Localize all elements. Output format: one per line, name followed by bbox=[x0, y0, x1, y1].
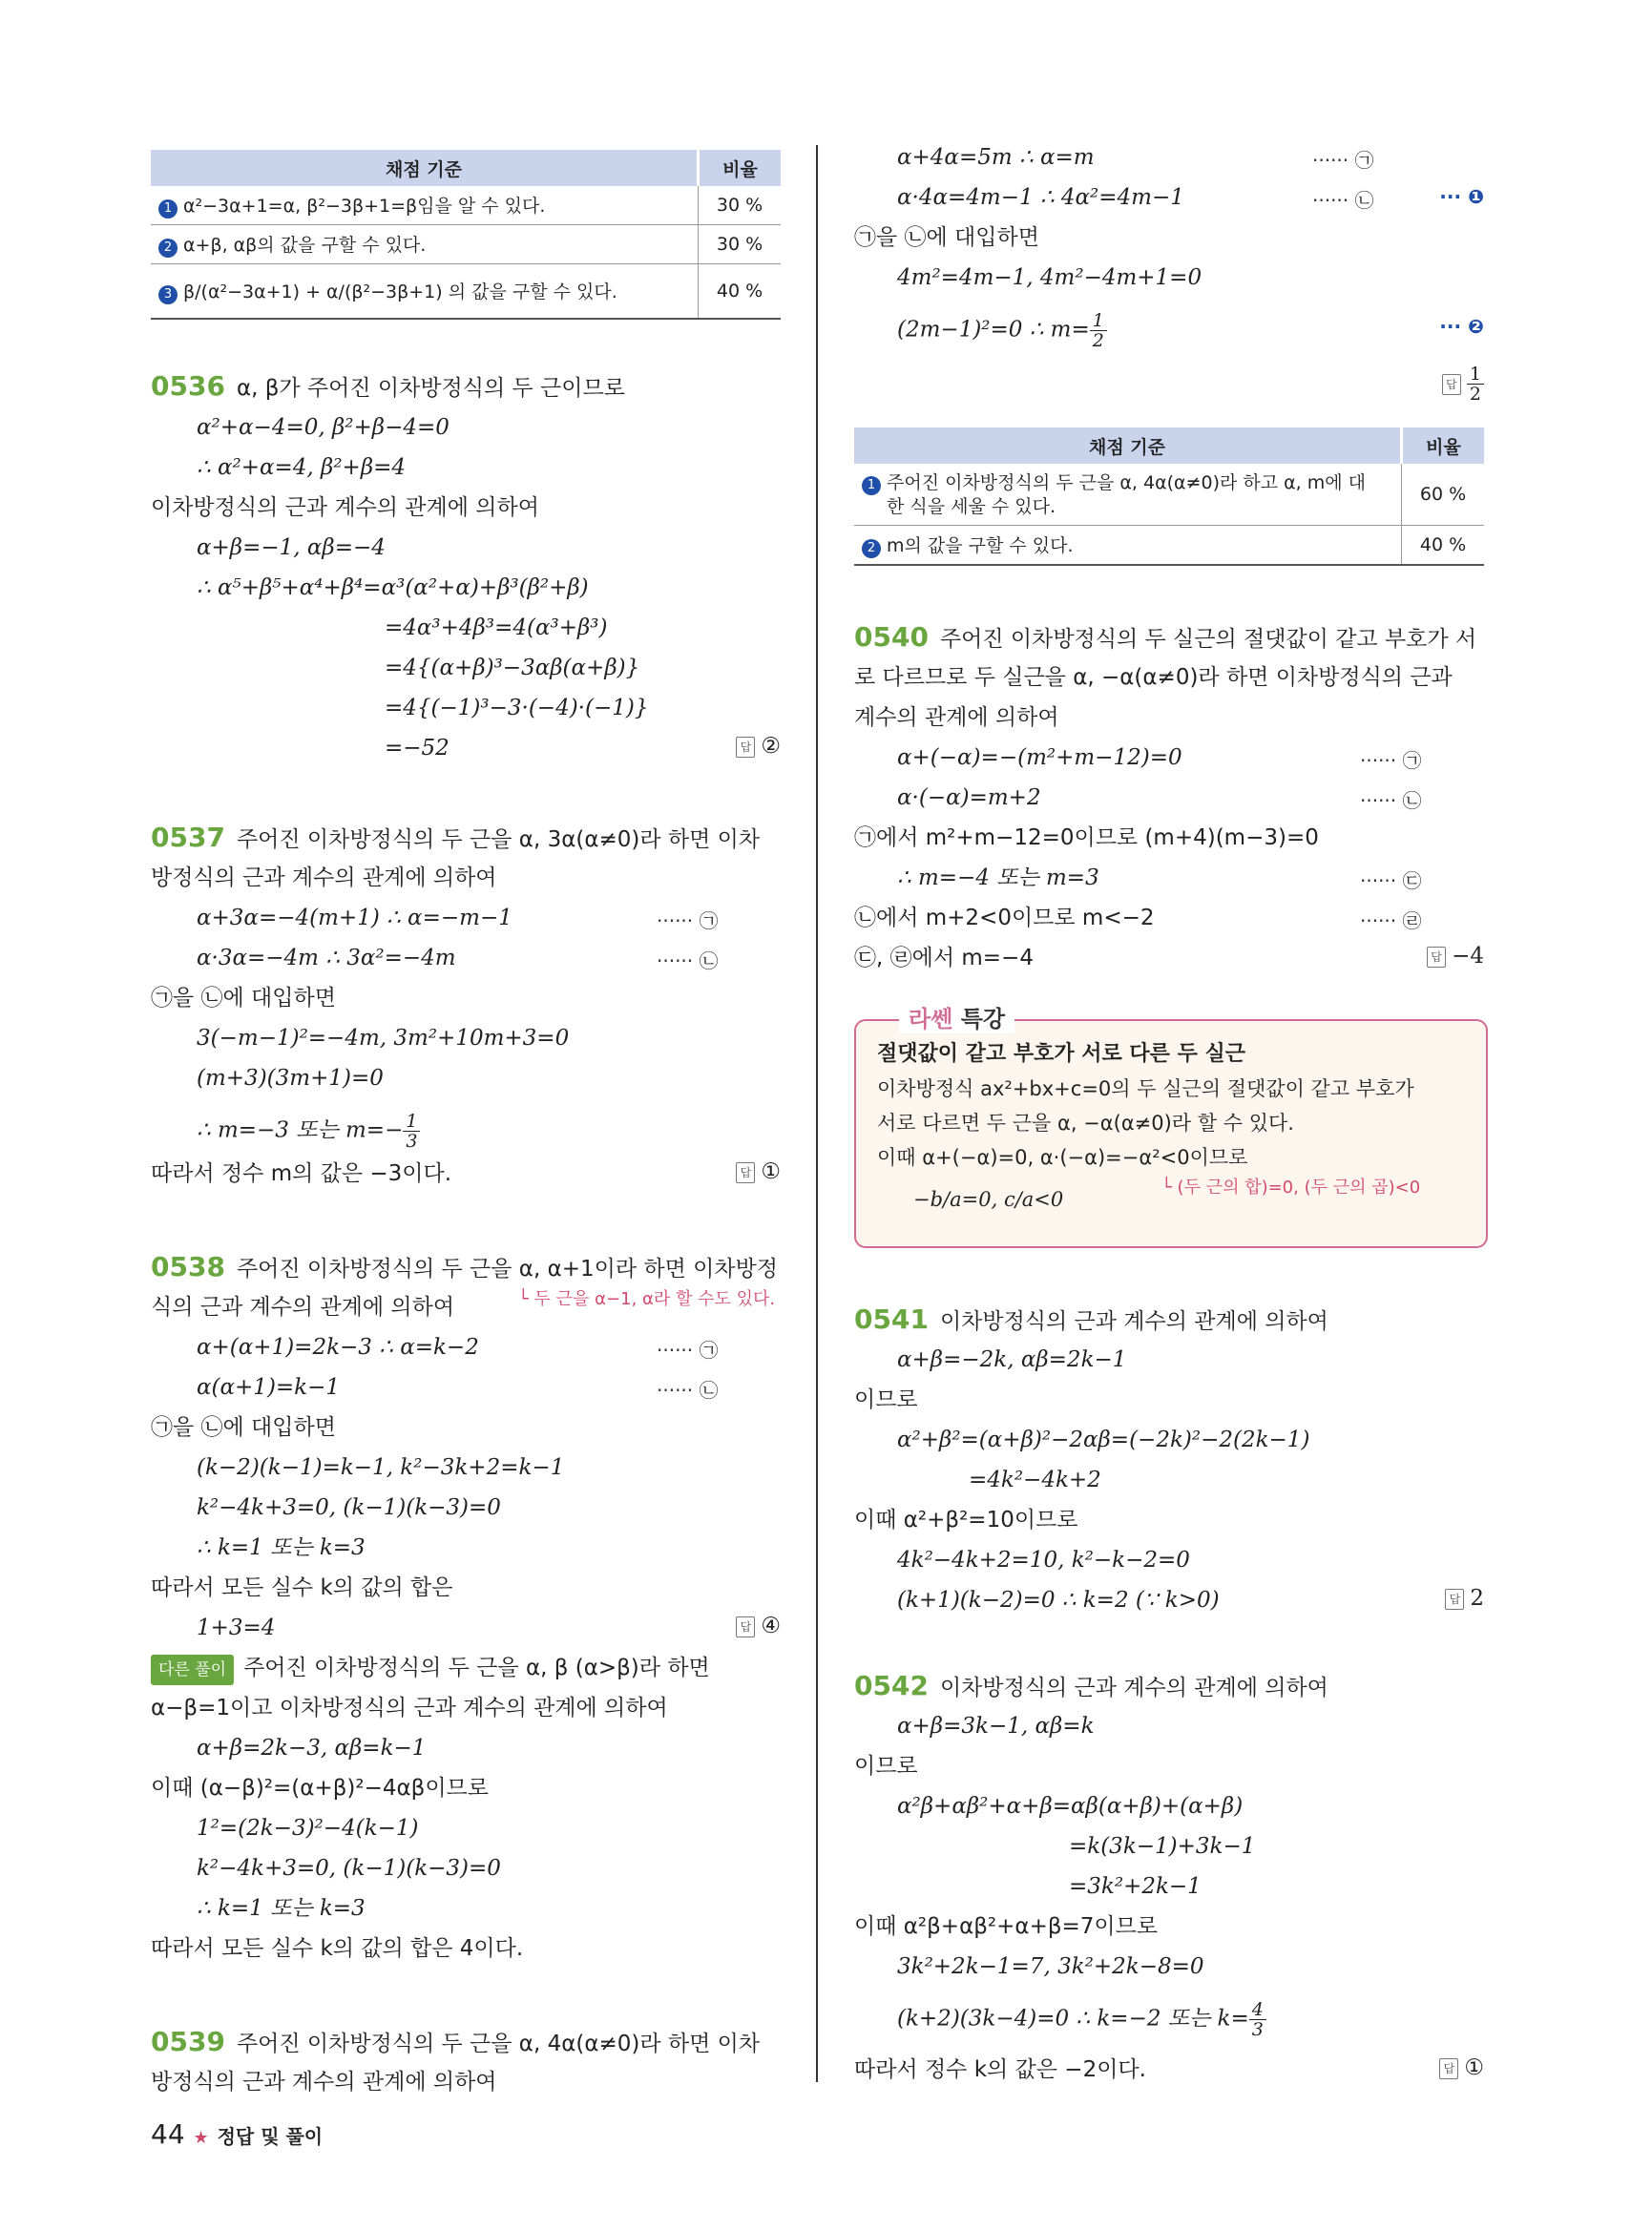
denominator: 2 bbox=[1469, 384, 1481, 405]
text-line: α, β가 주어진 이차방정식의 두 근이므로 bbox=[236, 376, 625, 401]
table-row bbox=[151, 225, 781, 264]
problem-number: 0541 bbox=[854, 1303, 929, 1335]
fraction bbox=[1090, 311, 1107, 350]
math-line: =4α³+4β³=4(α³+β³) bbox=[385, 615, 608, 640]
criteria-text: 한 식을 세울 수 있다. bbox=[887, 495, 1056, 517]
header-criteria: 채점 기준 bbox=[151, 150, 699, 186]
math-line: α·(−α)=m+2 bbox=[897, 785, 1041, 810]
math-line: α+3α=−4(m+1) ∴ α=−m−1 bbox=[197, 906, 512, 930]
math-line: α·3α=−4m ∴ 3α²=−4m bbox=[197, 946, 456, 970]
table-row bbox=[854, 464, 1484, 526]
equation-tag: ······ ㉡ bbox=[1312, 189, 1374, 212]
math-line: ∴ m=−4 또는 m=3 bbox=[897, 865, 1099, 890]
page-footer bbox=[151, 2118, 323, 2150]
text-line: 이므로 bbox=[854, 1387, 918, 1412]
equation-tag: ······ ㉠ bbox=[1360, 749, 1422, 772]
denominator: 3 bbox=[1251, 2019, 1264, 2040]
step-marker: ··· ❶ bbox=[1439, 185, 1484, 208]
text-line: 따라서 정수 k의 값은 −2이다. bbox=[854, 2057, 1146, 2082]
math-line: α+β=3k−1, αβ=k bbox=[897, 1714, 1095, 1739]
math-line bbox=[897, 2000, 1266, 2039]
text-line: 이때 α²β+αβ²+α+β=7이므로 bbox=[854, 1914, 1159, 1939]
fraction bbox=[1249, 2000, 1266, 2039]
text-line: 이차방정식의 근과 계수의 관계에 의하여 bbox=[939, 1309, 1328, 1334]
rate-value: 40 % bbox=[699, 264, 782, 320]
equation-tag: ······ ㉡ bbox=[1360, 789, 1422, 812]
text-line: 이때 α²+β²=10이므로 bbox=[854, 1508, 1078, 1533]
answer bbox=[736, 734, 781, 759]
answer-value: ④ bbox=[761, 1614, 781, 1638]
text-line: ㉠을 ㉡에 대입하면 bbox=[151, 986, 336, 1011]
criteria-text: α+β, αβ의 값을 구할 수 있다. bbox=[183, 235, 427, 256]
text-line: 방정식의 근과 계수의 관계에 의하여 bbox=[151, 2070, 497, 2095]
math-text: (k+2)(3k−4)=0 ∴ k=−2 또는 k= bbox=[897, 2006, 1249, 2032]
text-line: ㉠을 ㉡에 대입하면 bbox=[151, 1415, 336, 1440]
text-line: 주어진 이차방정식의 두 근을 α, β (α>β)라 하면 bbox=[243, 1656, 710, 1680]
lecture-box bbox=[854, 1006, 1488, 1248]
step-badge: 1 bbox=[862, 476, 881, 495]
page-number: 44 bbox=[151, 2118, 185, 2150]
answer-icon: 답 bbox=[736, 737, 755, 758]
text-line: 주어진 이차방정식의 두 실근의 절댓값이 같고 부호가 서 bbox=[939, 627, 1477, 652]
criteria-text: β/(α²−3α+1) + α/(β²−3β+1) 의 값을 구할 수 있다. bbox=[183, 281, 617, 302]
math-line bbox=[197, 1112, 420, 1151]
table-row bbox=[151, 264, 781, 320]
answer bbox=[736, 1614, 781, 1638]
answer bbox=[1439, 2055, 1484, 2080]
math-line: =−52 bbox=[385, 736, 450, 761]
table-row bbox=[151, 186, 781, 225]
math-line: α+β=2k−3, αβ=k−1 bbox=[197, 1736, 427, 1761]
problem-number: 0540 bbox=[854, 621, 929, 653]
answer-value: ① bbox=[1464, 2055, 1484, 2080]
equation-tag: ······ ㉡ bbox=[657, 1379, 719, 1402]
answer-icon: 답 bbox=[1439, 2058, 1458, 2079]
text-line: 따라서 모든 실수 k의 값의 합은 4이다. bbox=[151, 1936, 524, 1961]
text-line: ㉡에서 m+2<0이므로 m<−2 bbox=[854, 906, 1155, 930]
math-line: 1+3=4 bbox=[197, 1616, 276, 1640]
text-line: 이차방정식의 근과 계수의 관계에 의하여 bbox=[939, 1676, 1328, 1700]
problem-number: 0538 bbox=[151, 1251, 225, 1282]
math-line: 1²=(2k−3)²−4(k−1) bbox=[197, 1816, 419, 1841]
math-line: k²−4k+3=0, (k−1)(k−3)=0 bbox=[197, 1495, 501, 1520]
text-line: 계수의 관계에 의하여 bbox=[854, 705, 1059, 730]
equation-tag: ······ ㉠ bbox=[657, 909, 719, 932]
table-row bbox=[854, 526, 1484, 566]
step-badge: 1 bbox=[158, 199, 178, 219]
rate-value: 30 % bbox=[699, 225, 782, 264]
rate-value: 30 % bbox=[699, 186, 782, 225]
text-line: ㉠에서 m²+m−12=0이므로 (m+4)(m−3)=0 bbox=[854, 825, 1319, 850]
answer-icon: 답 bbox=[736, 1616, 755, 1637]
answer-icon: 답 bbox=[1445, 1589, 1464, 1610]
answer bbox=[1445, 1586, 1484, 1611]
lecture-heading: 절댓값이 같고 부호가 서로 다른 두 실근 bbox=[877, 1042, 1245, 1066]
math-line: α·4α=4m−1 ∴ 4α²=4m−1 bbox=[897, 185, 1184, 210]
math-line bbox=[897, 311, 1107, 350]
math-line: α+(α+1)=2k−3 ∴ α=k−2 bbox=[197, 1335, 479, 1360]
step-badge: 2 bbox=[158, 239, 178, 258]
denominator: 3 bbox=[406, 1131, 418, 1152]
math-line: α²+α−4=0, β²+β−4=0 bbox=[197, 415, 450, 440]
text-line: 이때 α+(−α)=0, α·(−α)=−α²<0이므로 bbox=[877, 1146, 1248, 1169]
text-line: 이므로 bbox=[854, 1754, 918, 1779]
answer-value: ② bbox=[761, 734, 781, 759]
math-line: −b/a=0, c/a<0 bbox=[913, 1188, 1064, 1211]
math-line: 3(−m−1)²=−4m, 3m²+10m+3=0 bbox=[197, 1026, 570, 1051]
text-line: 서로 다르면 두 근을 α, −α(α≠0)라 할 수 있다. bbox=[877, 1112, 1294, 1135]
math-line: =4{(−1)³−3·(−4)·(−1)} bbox=[385, 696, 649, 720]
equation-tag: ······ ㉡ bbox=[657, 949, 719, 972]
footer-label: 정답 및 풀이 bbox=[217, 2125, 324, 2148]
text-line: 주어진 이차방정식의 두 근을 α, 3α(α≠0)라 하면 이차 bbox=[236, 827, 761, 852]
math-text: (2m−1)²=0 ∴ m= bbox=[897, 317, 1090, 343]
numerator: 1 bbox=[1467, 365, 1484, 385]
answer-icon: 답 bbox=[1442, 374, 1461, 395]
text-line: 이차방정식의 근과 계수의 관계에 의하여 bbox=[151, 495, 539, 520]
problem-number: 0542 bbox=[854, 1670, 929, 1701]
math-line: α(α+1)=k−1 bbox=[197, 1375, 341, 1400]
text-line: α−β=1이고 이차방정식의 근과 계수의 관계에 의하여 bbox=[151, 1696, 668, 1720]
lecture-header bbox=[899, 1000, 1014, 1033]
text-line: 식의 근과 계수의 관계에 의하여 bbox=[151, 1295, 455, 1320]
answer-icon: 답 bbox=[736, 1162, 755, 1183]
text-line: 주어진 이차방정식의 두 근을 α, 4α(α≠0)라 하면 이차 bbox=[236, 2032, 761, 2056]
step-badge: 3 bbox=[158, 285, 178, 304]
fraction bbox=[1467, 365, 1484, 404]
math-line: 3k²+2k−1=7, 3k²+2k−8=0 bbox=[897, 1954, 1204, 1979]
math-line: =3k²+2k−1 bbox=[1069, 1874, 1202, 1899]
equation-tag: ······ ㉣ bbox=[1360, 909, 1422, 932]
text-line: 이때 (α−β)²=(α+β)²−4αβ이므로 bbox=[151, 1776, 489, 1801]
math-line: α+β=−1, αβ=−4 bbox=[197, 535, 386, 560]
lecture-title: 특강 bbox=[960, 1006, 1006, 1032]
answer-icon: 답 bbox=[1427, 947, 1446, 968]
answer bbox=[1442, 365, 1484, 404]
header-rate: 비율 bbox=[1402, 427, 1485, 464]
rate-value: 40 % bbox=[1402, 526, 1485, 566]
other-solution-badge: 다른 풀이 bbox=[151, 1655, 234, 1685]
side-note: └ (두 근의 합)=0, (두 근의 곱)<0 bbox=[1161, 1178, 1421, 1198]
text-line: 이차방정식 ax²+bx+c=0의 두 실근의 절댓값이 같고 부호가 bbox=[877, 1077, 1414, 1100]
text-line: ㉢, ㉣에서 m=−4 bbox=[854, 946, 1034, 970]
math-line: (k−2)(k−1)=k−1, k²−3k+2=k−1 bbox=[197, 1455, 565, 1480]
math-line: α²β+αβ²+α+β=αβ(α+β)+(α+β) bbox=[897, 1794, 1244, 1819]
lecture-label: 라쎈 bbox=[909, 1006, 953, 1032]
math-line: 4m²=4m−1, 4m²−4m+1=0 bbox=[897, 265, 1202, 290]
math-line: =4k²−4k+2 bbox=[969, 1468, 1101, 1492]
equation-tag: ······ ㉢ bbox=[1360, 869, 1422, 892]
math-line: α+(−α)=−(m²+m−12)=0 bbox=[897, 745, 1182, 770]
side-note: └ 두 근을 α−1, α라 할 수도 있다. bbox=[518, 1289, 776, 1309]
denominator: 2 bbox=[1092, 330, 1104, 351]
math-line: (m+3)(3m+1)=0 bbox=[197, 1066, 384, 1091]
math-line: α²+β²=(α+β)²−2αβ=(−2k)²−2(2k−1) bbox=[897, 1428, 1310, 1452]
fraction bbox=[403, 1112, 420, 1151]
criteria-text: α²−3α+1=α, β²−3β+1=β임을 알 수 있다. bbox=[183, 196, 546, 217]
math-line: k²−4k+3=0, (k−1)(k−3)=0 bbox=[197, 1856, 501, 1881]
equation-tag: ······ ㉠ bbox=[1312, 149, 1374, 172]
math-line: α+4α=5m ∴ α=m bbox=[897, 145, 1095, 170]
text-line: 따라서 정수 m의 값은 −3이다. bbox=[151, 1161, 452, 1186]
answer bbox=[736, 1159, 781, 1184]
math-line: α+β=−2k, αβ=2k−1 bbox=[897, 1347, 1127, 1372]
answer bbox=[1427, 944, 1484, 969]
math-line: 4k²−4k+2=10, k²−k−2=0 bbox=[897, 1548, 1190, 1573]
text-line: 로 다르므로 두 실근을 α, −α(α≠0)라 하면 이차방정식의 근과 bbox=[854, 665, 1453, 690]
rate-value: 60 % bbox=[1402, 464, 1485, 526]
grading-table-2 bbox=[854, 427, 1484, 566]
star-icon: ★ bbox=[193, 2128, 209, 2148]
answer-value: 2 bbox=[1470, 1586, 1484, 1611]
step-badge: 2 bbox=[862, 539, 881, 558]
criteria-text: 주어진 이차방정식의 두 근을 α, 4α(α≠0)라 하고 α, m에 대 bbox=[887, 471, 1366, 493]
numerator: 4 bbox=[1249, 2000, 1266, 2020]
problem-number: 0539 bbox=[151, 2026, 225, 2057]
math-line: ∴ k=1 또는 k=3 bbox=[197, 1896, 366, 1921]
answer-value: ① bbox=[761, 1159, 781, 1184]
problem-number: 0537 bbox=[151, 822, 225, 853]
math-line: (k+1)(k−2)=0 ∴ k=2 (∵ k>0) bbox=[897, 1588, 1220, 1613]
math-text: ∴ m=−3 또는 m=− bbox=[197, 1117, 404, 1143]
column-divider bbox=[816, 145, 818, 2082]
math-line: =4{(α+β)³−3αβ(α+β)} bbox=[385, 656, 640, 680]
text-line: 방정식의 근과 계수의 관계에 의하여 bbox=[151, 865, 497, 890]
problem-number: 0536 bbox=[151, 370, 225, 402]
text-line: ㉠을 ㉡에 대입하면 bbox=[854, 225, 1039, 250]
step-marker: ··· ❷ bbox=[1439, 315, 1484, 338]
math-line: =k(3k−1)+3k−1 bbox=[1069, 1834, 1256, 1859]
criteria-text: m의 값을 구할 수 있다. bbox=[887, 535, 1074, 556]
math-line: ∴ k=1 또는 k=3 bbox=[197, 1535, 366, 1560]
equation-tag: ······ ㉠ bbox=[657, 1339, 719, 1362]
header-rate: 비율 bbox=[699, 150, 782, 186]
answer-value: −4 bbox=[1452, 944, 1484, 969]
math-line: ∴ α²+α=4, β²+β=4 bbox=[197, 455, 407, 480]
numerator: 1 bbox=[403, 1112, 420, 1132]
header-criteria: 채점 기준 bbox=[854, 427, 1402, 464]
grading-table-1 bbox=[151, 150, 781, 320]
text-line: 따라서 모든 실수 k의 값의 합은 bbox=[151, 1575, 453, 1600]
text-line: 주어진 이차방정식의 두 근을 α, α+1이라 하면 이차방정 bbox=[236, 1257, 779, 1282]
math-line: ∴ α⁵+β⁵+α⁴+β⁴=α³(α²+α)+β³(β²+β) bbox=[197, 575, 589, 600]
numerator: 1 bbox=[1090, 311, 1107, 331]
